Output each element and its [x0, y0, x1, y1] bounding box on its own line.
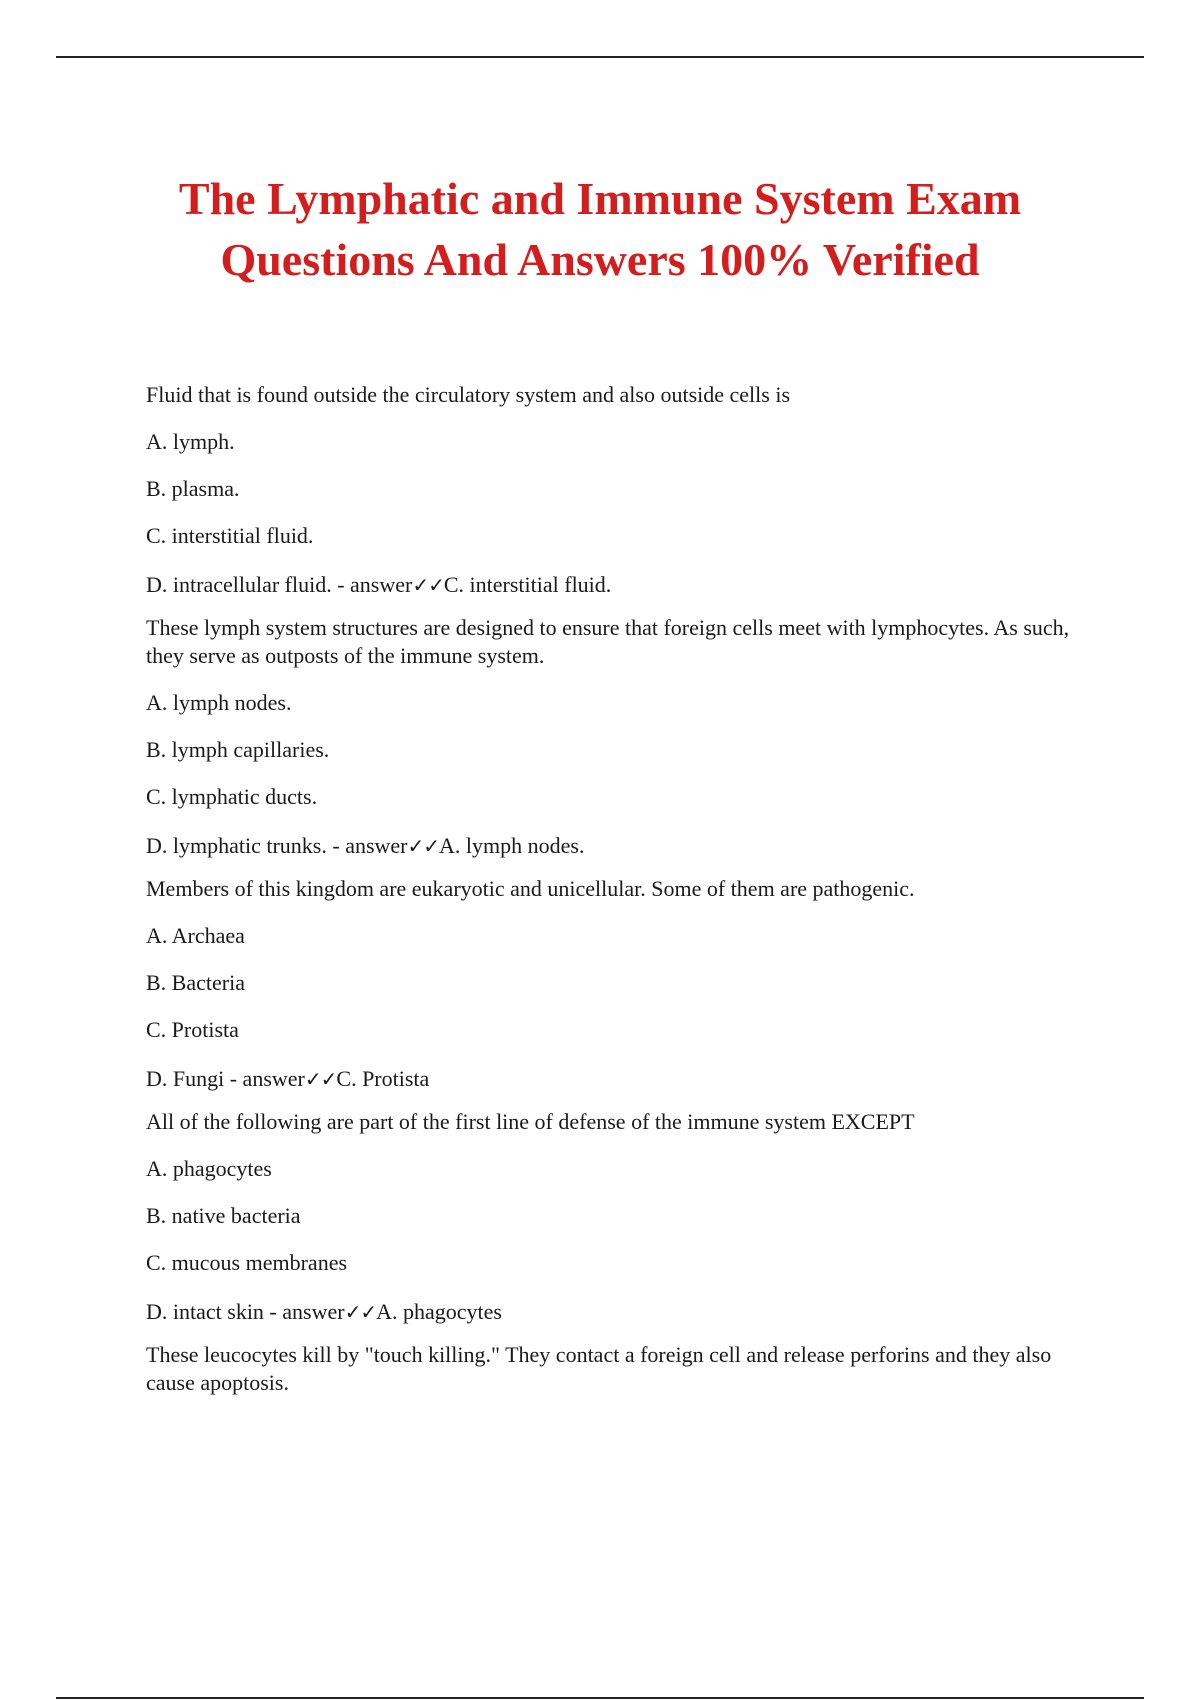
- question-text: All of the following are part of the first line of defense of the immune system EXCEPT: [146, 1109, 915, 1134]
- option-d: D. Fungi - answer: [146, 1066, 305, 1091]
- answer-text: C. interstitial fluid.: [443, 572, 612, 597]
- question-text: Members of this kingdom are eukaryotic and unicellular. Some of them are pathogenic.: [146, 876, 915, 901]
- question-block: [146, 614, 1086, 860]
- option-d: D. intracellular fluid. - answer: [146, 572, 413, 597]
- answer-text: A. phagocytes: [376, 1299, 502, 1324]
- option-b: B. plasma.: [146, 476, 240, 501]
- question-text: These lymph system structures are designed to ensure that foreign cells meet with lymphocytes. As such, they serve as outposts of the immune system.: [146, 615, 1070, 668]
- question-text: These leucocytes kill by "touch killing." They contact a foreign cell and release perforins and they also cause apoptosis.: [146, 1342, 1052, 1395]
- option-d-with-answer: [146, 571, 1086, 599]
- option-d-with-answer: [146, 1065, 1086, 1093]
- checkmark-icon: ✓✓: [412, 573, 444, 597]
- answer-text: A. lymph nodes.: [439, 833, 585, 858]
- option-c: C. mucous membranes: [146, 1250, 348, 1275]
- checkmark-icon: ✓✓: [407, 834, 440, 858]
- checkmark-icon: ✓✓: [344, 1300, 377, 1324]
- bottom-rule: [56, 1697, 1144, 1699]
- option-c: C. interstitial fluid.: [146, 523, 314, 548]
- title-line-2: Questions And Answers 100% Verified: [220, 234, 980, 285]
- option-c: C. Protista: [146, 1017, 239, 1042]
- question-text: Fluid that is found outside the circulatory system and also outside cells is: [146, 382, 791, 407]
- checkmark-icon: ✓✓: [304, 1067, 337, 1091]
- option-d: D. intact skin - answer: [146, 1299, 345, 1324]
- question-block: [146, 875, 1086, 1093]
- question-block: [146, 1341, 1086, 1397]
- option-b: B. Bacteria: [146, 970, 245, 995]
- question-block: [146, 381, 1086, 599]
- option-d: D. lymphatic trunks. - answer: [146, 833, 408, 858]
- option-d-with-answer: [146, 1298, 1086, 1326]
- qa-content: [146, 381, 1086, 1397]
- option-c: C. lymphatic ducts.: [146, 784, 318, 809]
- option-d-with-answer: [146, 832, 1086, 860]
- option-a: A. lymph nodes.: [146, 690, 292, 715]
- option-a: A. Archaea: [146, 923, 245, 948]
- option-a: A. phagocytes: [146, 1156, 272, 1181]
- document-title: [100, 168, 1100, 290]
- answer-text: C. Protista: [336, 1066, 430, 1091]
- option-b: B. native bacteria: [146, 1203, 301, 1228]
- question-block: [146, 1108, 1086, 1326]
- option-b: B. lymph capillaries.: [146, 737, 330, 762]
- option-a: A. lymph.: [146, 429, 235, 454]
- title-line-1: The Lymphatic and Immune System Exam: [178, 173, 1022, 224]
- top-rule: [56, 56, 1144, 58]
